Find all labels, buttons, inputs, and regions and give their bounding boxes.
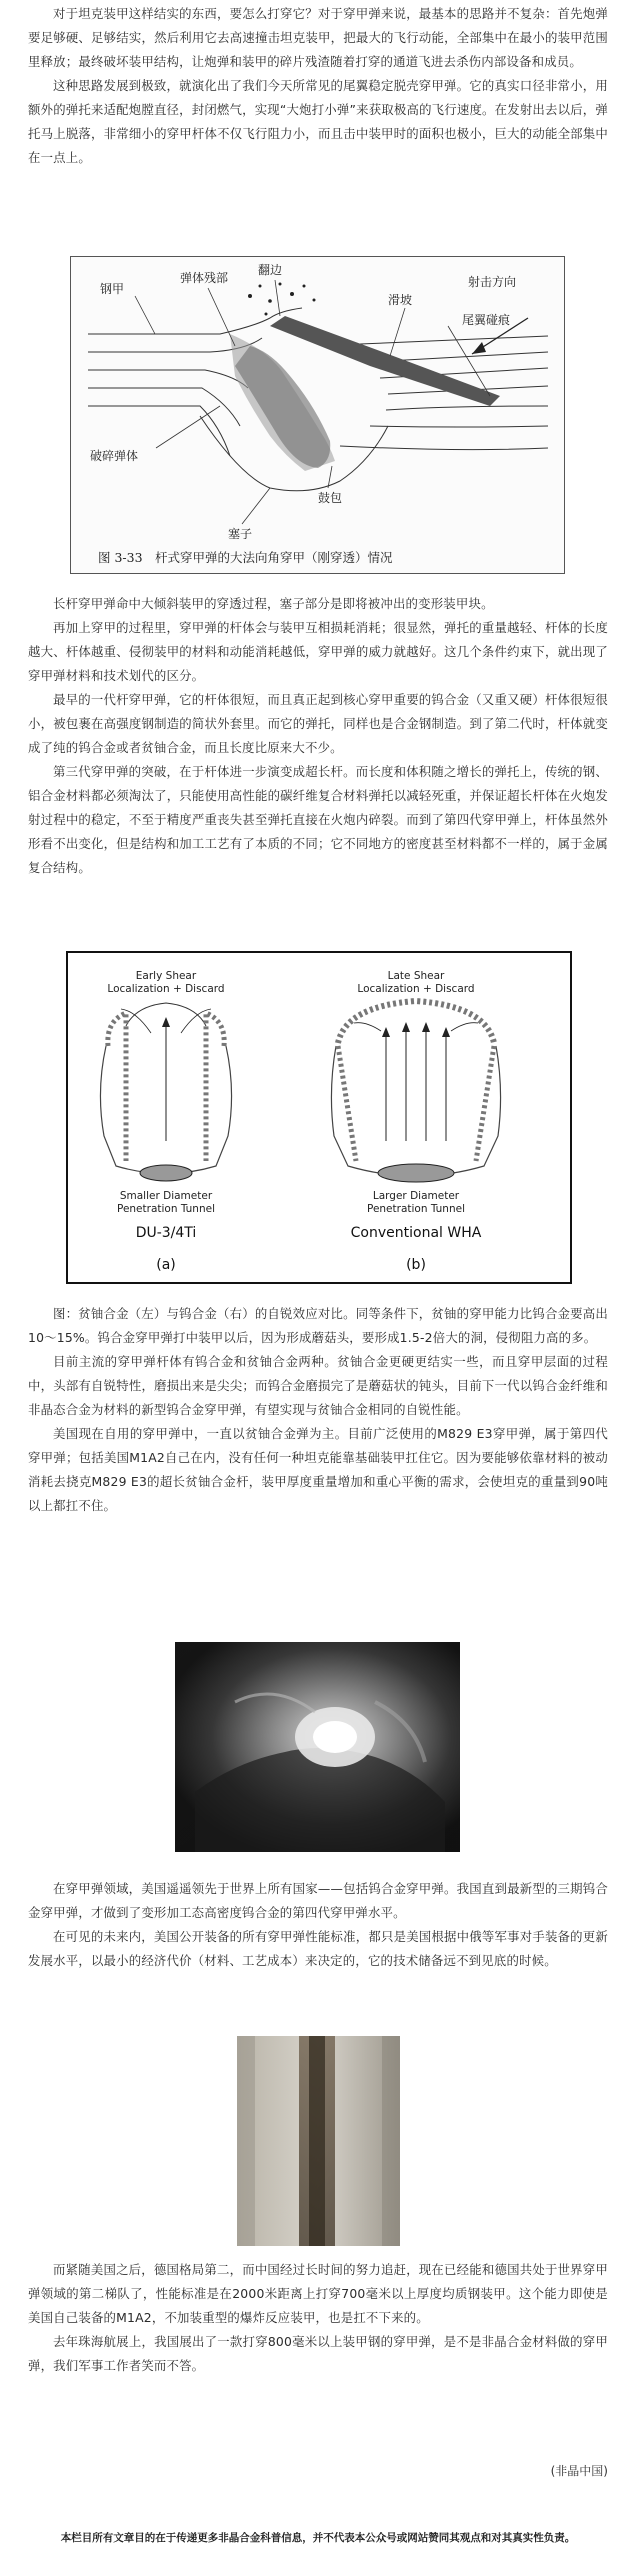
generations-section (0, 592, 636, 880)
paragraph: 这种思路发展到极致，就演化出了我们今天所常见的尾翼稳定脱壳穿甲弹。它的真实口径非常小，用额外的弹托来适配炮膛直径，封闭燃气，实现“大炮打小弹”来获取极高的飞行速度。在发射出去以后，弹托马上脱落，非常细小的穿甲杆体不仅飞行阻力小，而且击中装甲时的面积也极小，巨大的动能全部集中在一点上。 (28, 78, 608, 165)
paragraph: 第三代穿甲弹的突破，在于杆体进一步演变成超长杆。而长度和体积随之增长的弹托上，传统的钢、铝合金材料都必须淘汰了，只能使用高性能的碳纤维复合材料弹托以减轻死重，并保证超长杆体在火炮发射过程中的稳定，不至于精度严重丧失甚至弹托直接在火炮内碎裂。而到了第四代穿甲弹上，杆体虽然外形看不出变化，但是结构和加工工艺有了本质的不同；它不同地方的密度甚至材料都不一样的，属于金属复合结构。 (28, 764, 608, 875)
paragraph: 长杆穿甲弹命中大倾斜装甲的穿透过程，塞子部分是即将被冲出的变形装甲块。 (53, 596, 494, 611)
self-sharpening-diagram (66, 951, 572, 1284)
left-bottom-label-2: Penetration Tunnel (116, 1203, 216, 1215)
paragraph: 在可见的未来内，美国公开装备的所有穿甲弹性能标准，都只是美国根据中俄等军事对手装备的更新发展水平，以最小的经济代价（材料、工艺成本）来决定的，它的技术储备远不到见底的时候。 (28, 1929, 608, 1968)
paragraph: 在穿甲弹领域，美国遥遥领先于世界上所有国家——包括钨合金穿甲弹。我国直到最新型的三期钨合金穿甲弹，才做到了变形加工态高密度钨合金的第四代穿甲弹水平。 (28, 1881, 608, 1920)
source-credit: (非晶中国) (550, 2464, 608, 2478)
label-steel-armor: 钢甲 (100, 282, 125, 296)
right-top-label-2: Localization + Discard (357, 983, 475, 995)
left-tag: (a) (156, 1257, 176, 1273)
label-slope: 滑坡 (388, 293, 413, 307)
label-broken-projectile: 破碎弹体 (90, 449, 139, 463)
label-rod-residue: 弹体残部 (180, 271, 229, 285)
left-top-label-2: Localization + Discard (107, 983, 225, 995)
right-top-label-1: Late Shear (387, 970, 445, 982)
intro-section (0, 2, 636, 170)
left-material-label: DU-3/4Ti (135, 1225, 197, 1241)
disclaimer-footer: 本栏目所有文章目的在于传递更多非晶合金科普信息，并不代表本公众号或网站赞同其观点和对其真实性负责。 (60, 2532, 576, 2544)
penetration-diagram (70, 256, 565, 574)
materials-section (0, 1302, 636, 1518)
paragraph: 目前主流的穿甲弹杆体有钨合金和贫铀合金两种。贫铀合金更硬更结实一些，而且穿甲层面的过程中，头部有自锐特性，磨损出来是尖尖；而钨合金磨损完了是蘑菇状的钝头，目前下一代以钨合金纤维和非晶态合金为材料的新型钨合金穿甲弹，有望实现与贫铀合金相同的自锐性能。 (28, 1354, 608, 1417)
label-tail-fragments: 尾翼碰痕 (462, 313, 511, 327)
paragraph: 而紧随美国之后，德国格局第二，而中国经过长时间的努力追赶，现在已经能和德国共处于世界穿甲弹领域的第二梯队了，性能标准是在2000米距离上打穿700毫米以上厚度均质钢装甲。这个能力即使是美国自己装备的M1A2，不加装重型的爆炸反应装甲，也是扛不下来的。 (28, 2262, 608, 2325)
left-top-label-1: Early Shear (135, 970, 197, 982)
right-material-label: Conventional WHA (350, 1225, 482, 1241)
us-lead-section (0, 1877, 636, 1973)
paragraph: 图：贫铀合金（左）与钨合金（右）的自锐效应对比。同等条件下，贫铀的穿甲能力比钨合金要高出10～15%。钨合金穿甲弹打中装甲以后，因为形成蘑菇头，要形成1.5-2倍大的洞，侵彻阻力高的多。 (28, 1306, 608, 1345)
paragraph: 对于坦克装甲这样结实的东西，要怎么打穿它？对于穿甲弹来说，最基本的思路并不复杂：首先炮弹要足够硬、足够结实，然后利用它去高速撞击坦克装甲，把最大的飞行动能，全部集中在最小的装甲范围里释放；最终破坏装甲结构，让炮弹和装甲的碎片残渣随着打穿的通道飞进去杀伤内部设备和成员。 (28, 6, 608, 69)
china-section (0, 2258, 636, 2378)
figure-caption: 图 3-33 杆式穿甲弹的大法向角穿甲（刚穿透）情况 (98, 550, 393, 565)
right-bottom-label-1: Larger Diameter (372, 1190, 460, 1202)
paragraph: 去年珠海航展上，我国展出了一款打穿800毫米以上装甲钢的穿甲弹，是不是非晶合金材料做的穿甲弹，我们军事工作者笑而不答。 (28, 2334, 608, 2373)
label-shot-direction: 射击方向 (468, 275, 517, 289)
label-plug: 塞子 (228, 527, 253, 541)
label-bulge: 鼓包 (318, 491, 343, 505)
penetrator-photo-2 (237, 2036, 400, 2246)
left-bottom-label-1: Smaller Diameter (119, 1190, 213, 1202)
paragraph: 再加上穿甲的过程里，穿甲弹的杆体会与装甲互相损耗消耗；很显然，弹托的重量越轻、杆体的长度越大、杆体越重、侵彻装甲的材料和动能消耗越低，穿甲弹的威力就越好。这几个条件约束下，就出现了穿甲弹材料和技术划代的区分。 (28, 620, 608, 683)
penetration-diagram-figure (70, 256, 565, 574)
self-sharpening-comparison-figure (66, 951, 572, 1284)
penetrator-photo-1 (175, 1642, 460, 1852)
paragraph: 美国现在自用的穿甲弹中，一直以贫铀合金弹为主。目前广泛使用的M829 E3穿甲弹，属于第四代穿甲弹；包括美国M1A2自己在内，没有任何一种坦克能靠基础装甲扛住它。因为要能够依靠材料的被动消耗去挠克M829 E3的超长贫铀合金杆，装甲厚度重量增加和重心平衡的需求，会使坦克的重量到90吨以上都扛不住。 (28, 1426, 608, 1513)
right-tag: (b) (406, 1257, 426, 1273)
right-bottom-label-2: Penetration Tunnel (366, 1203, 466, 1215)
paragraph: 最早的一代杆穿甲弹，它的杆体很短，而且真正起到核心穿甲重要的钨合金（又重又硬）杆体很短很小，被包裹在高强度钢制造的简状外套里。而它的弹托，同样也是合金钢制造。到了第二代时，杆体就变成了纯的钨合金或者贫铀合金，而且长度比原来大不少。 (28, 692, 608, 755)
penetrator-impact-photo (175, 1642, 460, 1852)
label-flange: 翻边 (258, 263, 283, 277)
steel-channel-photo (237, 2036, 400, 2246)
